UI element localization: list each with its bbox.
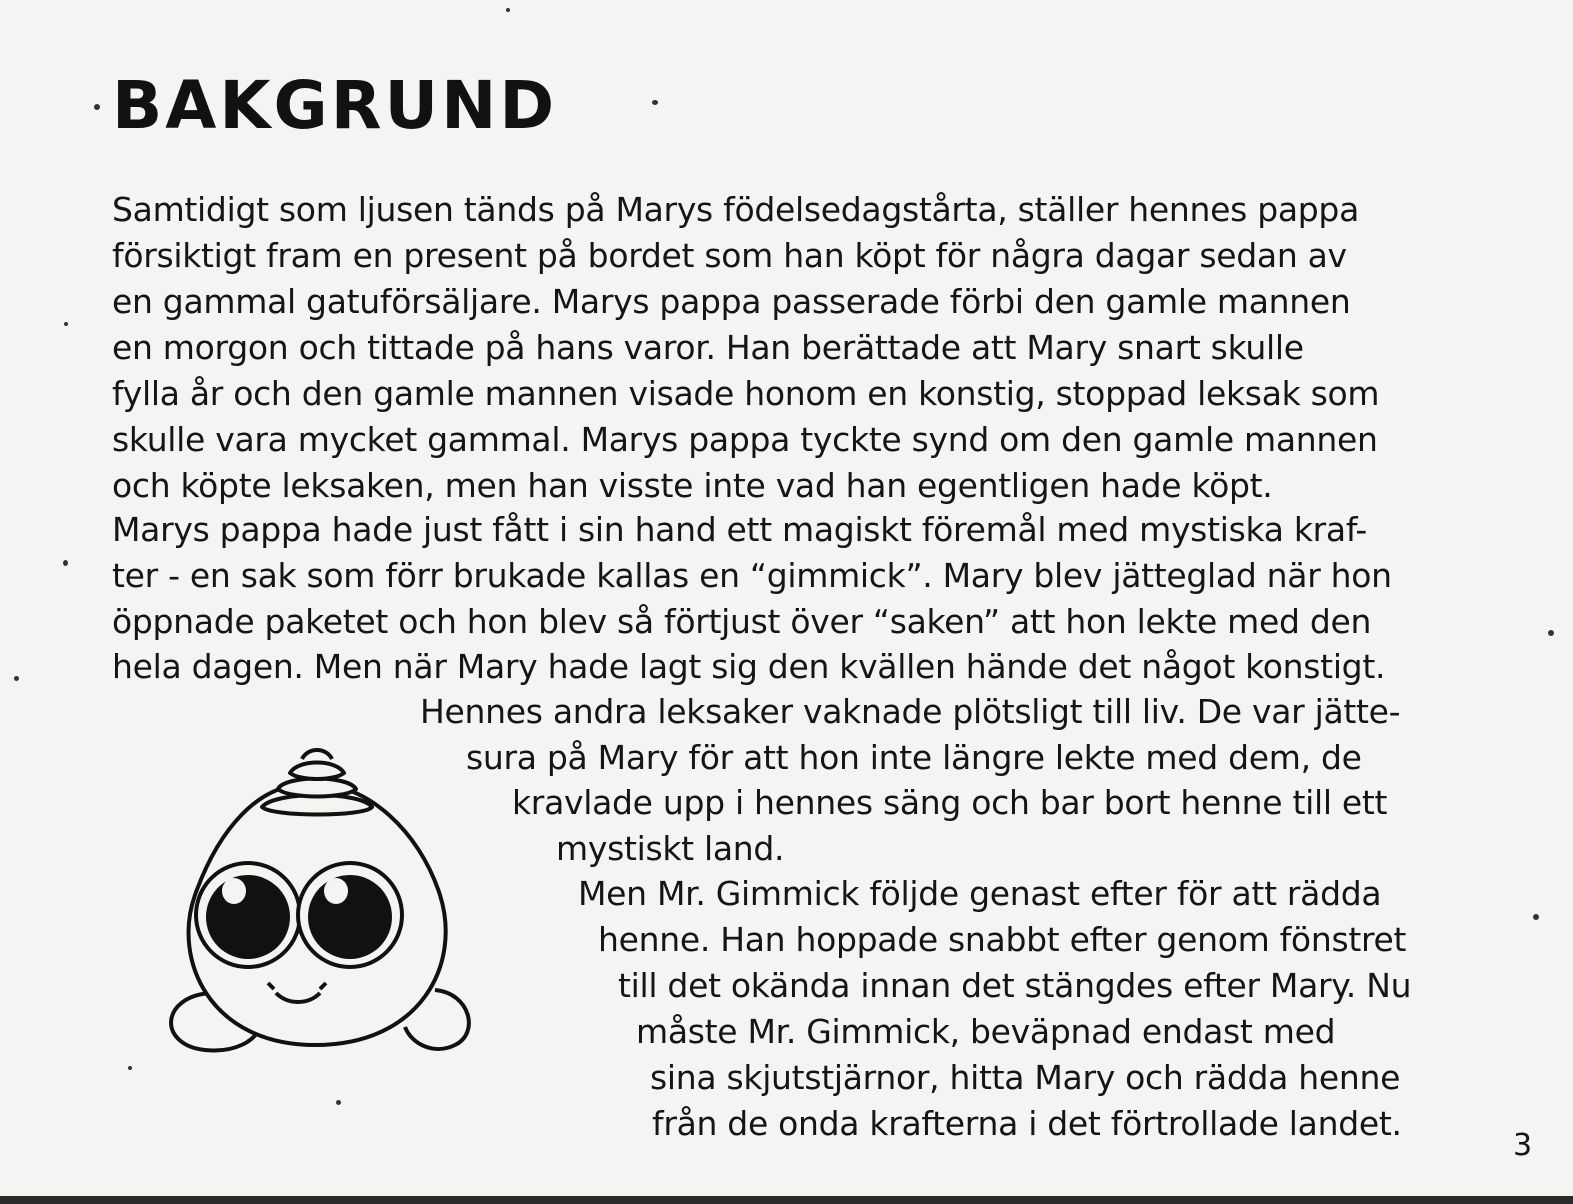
print-speck	[1548, 630, 1554, 636]
print-speck	[64, 322, 68, 326]
print-speck	[128, 1066, 132, 1070]
story-line: hela dagen. Men när Mary hade lagt sig den kvällen hände det något konstigt.	[112, 647, 1386, 686]
story-line: ter - en sak som förr brukade kallas en “gimmick”. Mary blev jätteglad när hon	[112, 556, 1392, 595]
story-line: till det okända innan det stängdes efter Mary. Nu	[618, 966, 1412, 1005]
story-line: och köpte leksaken, men han visste inte vad han egentligen hade köpt.	[112, 466, 1273, 505]
print-speck	[1533, 914, 1539, 920]
story-line: Samtidigt som ljusen tänds på Marys födelsedagstårta, ställer hennes pappa	[112, 190, 1359, 229]
story-line: mystiskt land.	[556, 829, 785, 868]
story-line: sura på Mary för att hon inte längre lekte med dem, de	[466, 738, 1362, 777]
page-number: 3	[1513, 1128, 1533, 1163]
story-line: måste Mr. Gimmick, beväpnad endast med	[636, 1012, 1336, 1051]
gimmick-illustration	[150, 745, 480, 1065]
story-line: Hennes andra leksaker vaknade plötsligt till liv. De var jätte-	[420, 692, 1401, 731]
print-speck	[94, 104, 100, 110]
story-line: från de onda krafterna i det förtrollade landet.	[652, 1104, 1402, 1143]
print-speck	[63, 560, 68, 566]
story-line: Marys pappa hade just fått i sin hand ett magiskt föremål med mystiska kraf-	[112, 510, 1367, 549]
page-title: BAKGRUND	[112, 67, 558, 144]
page-bottom-edge	[0, 1196, 1573, 1204]
print-speck	[652, 100, 658, 105]
story-line: Men Mr. Gimmick följde genast efter för att rädda	[578, 874, 1382, 913]
story-line: henne. Han hoppade snabbt efter genom fönstret	[598, 920, 1407, 959]
story-line: försiktigt fram en present på bordet som han köpt för några dagar sedan av	[112, 236, 1347, 275]
print-speck	[14, 676, 19, 681]
story-line: en gammal gatuförsäljare. Marys pappa passerade förbi den gamle mannen	[112, 282, 1351, 321]
story-line: fylla år och den gamle mannen visade honom en konstig, stoppad leksak som	[112, 374, 1380, 413]
story-line: skulle vara mycket gammal. Marys pappa tyckte synd om den gamle mannen	[112, 420, 1378, 459]
print-speck	[336, 1100, 341, 1105]
story-line: sina skjutstjärnor, hitta Mary och rädda henne	[650, 1058, 1401, 1097]
story-line: kravlade upp i hennes säng och bar bort henne till ett	[512, 783, 1388, 822]
story-line: en morgon och tittade på hans varor. Han berättade att Mary snart skulle	[112, 328, 1304, 367]
story-line: öppnade paketet och hon blev så förtjust över “saken” att hon lekte med den	[112, 602, 1372, 641]
print-speck	[506, 8, 510, 12]
